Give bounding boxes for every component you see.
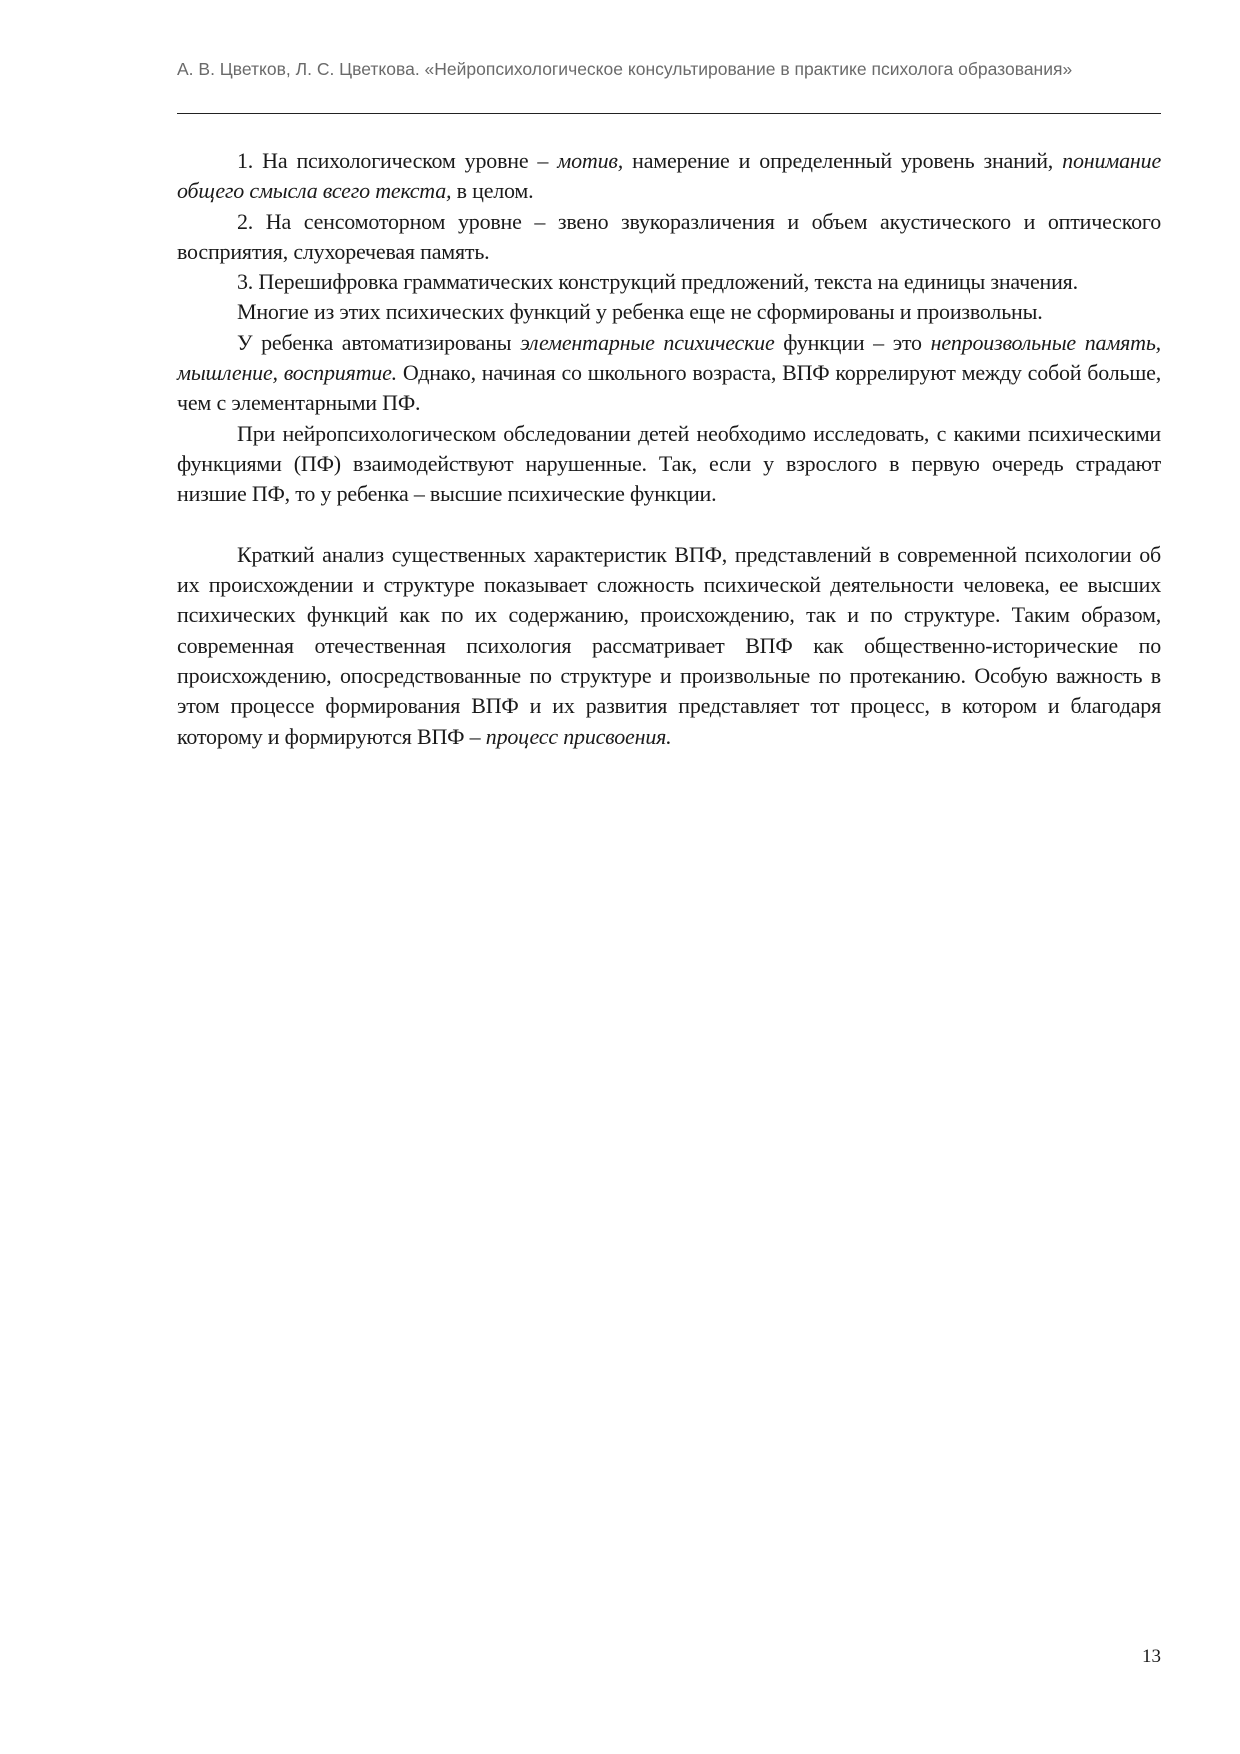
paragraph-item-1 [177, 146, 1161, 207]
paragraph-automated-functions [177, 328, 1161, 419]
text-run: намерение и определенный уровень знаний, [623, 148, 1063, 173]
text-run: Однако, начиная со школьного возраста, ВПФ коррелируют между собой больше, чем с элементарными ПФ. [177, 360, 1161, 416]
text-run: в целом. [451, 178, 534, 204]
header-rule [177, 113, 1161, 114]
paragraph-item-2 [177, 207, 1161, 268]
italic-run: понимание общего смысла всего текста, [177, 148, 1162, 204]
text-run: 1. На психологическом уровне – [237, 148, 558, 173]
text-run: 3. Перешифровка грамматических конструкций предложений, текста на единицы значения. [237, 269, 1078, 295]
text-run: 2. На сенсомоторном уровне – звено звукоразличения и объем акустического и оптического восприятия, слухоречевая память. [177, 208, 1161, 264]
text-run: Многие из этих психических функций у ребенка еще не сформированы и произвольны. [237, 299, 1043, 325]
italic-run: элементарные психические [520, 329, 775, 355]
page-body [177, 146, 1161, 752]
italic-run: непроизвольные память, мышление, восприятие. [177, 329, 1161, 386]
running-header: А. В. Цветков, Л. С. Цветкова. «Нейропсихологическое консультирование в практике психолога образования» [177, 59, 1073, 79]
italic-run: мотив, [557, 148, 624, 173]
italic-run: процесс присвоения. [485, 723, 672, 749]
text-run: Краткий анализ существенных характеристик ВПФ, представлений в современной психологии об их происхождении и структуре показывает сложность психической деятельности человека, ее высших психических функций как по их содержанию, происхождению, так и по структуре. Таким образом, современная отечественная психология рассматривает ВПФ как общественно-исторические по происхождению, опосредствованные по структуре и произвольные по протеканию. Особую важность в этом процессе формирования ВПФ и их развития представляет тот процесс, в котором и благодаря которому и формируются ВПФ – [177, 541, 1161, 749]
text-run: У ребенка автоматизированы [237, 329, 521, 355]
text-run: функции – это [774, 329, 931, 355]
paragraph-examination [177, 419, 1161, 510]
paragraph-summary [177, 540, 1161, 752]
paragraph-item-3 [177, 267, 1161, 297]
paragraph-many-functions [177, 297, 1161, 327]
text-run: При нейропсихологическом обследовании детей необходимо исследовать, с какими психическими функциями (ПФ) взаимодействуют нарушенные. Так, если у взрослого в первую очередь страдают низшие ПФ, то у ребенка – высшие психические функции. [177, 420, 1161, 507]
page-number: 13 [1142, 1646, 1161, 1667]
